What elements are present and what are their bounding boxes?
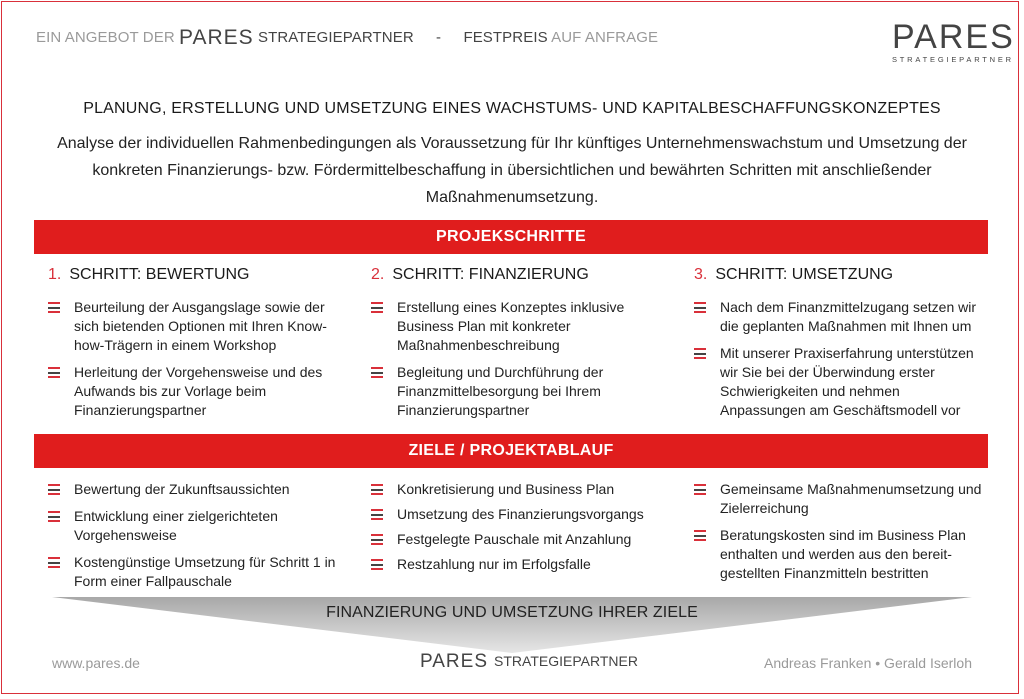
goals-column-3 xyxy=(694,480,984,591)
menu-bullet-icon xyxy=(371,484,383,495)
list-item: Kostengünstige Umsetzung für Schritt 1 in Form einer Fallpauschale xyxy=(48,553,348,591)
step-title-text: SCHRITT: UMSETZUNG xyxy=(715,266,894,283)
menu-bullet-icon xyxy=(371,534,383,545)
step-column-2 xyxy=(371,266,671,428)
offer-prefix: EIN ANGEBOT DER xyxy=(36,29,175,46)
footer-brand-suffix: STRATEGIEPARTNER xyxy=(494,653,638,669)
band-goals: ZIELE / PROJEKTABLAUF xyxy=(34,434,988,468)
intro-text: Analyse der individuellen Rahmenbedingungen als Voraussetzung für Ihr künftiges Unternehmenswachstum und Umsetzung der konkreten Finanzierungs- bzw. Fördermittelbeschaffung in übersichtlichen und bewährten Schritten mit anschließender Maßnahmenumsetzung. xyxy=(57,135,967,206)
list-item: Gemeinsame Maßnahmenumsetzung und Zielerreichung xyxy=(694,480,984,518)
list-item: Festgelegte Pauschale mit Anzahlung xyxy=(371,530,671,549)
step-title xyxy=(694,266,984,284)
offer-separator: - xyxy=(436,29,442,46)
list-item: Erstellung eines Konzeptes inklusive Business Plan mit konkreter Maßnahmenbeschreibung xyxy=(371,298,671,355)
menu-bullet-icon xyxy=(371,509,383,520)
logo-subtitle: STRATEGIEPARTNER xyxy=(892,55,1014,64)
arrow-caption: FINANZIERUNG UND UMSETZUNG IHRER ZIELE xyxy=(326,604,698,621)
offer-brand: PARES xyxy=(179,26,254,49)
menu-bullet-icon xyxy=(371,302,383,313)
list-item: Beratungskosten sind im Business Plan enthalten und werden aus den bereit-gestellten Finanzmitteln bestritten xyxy=(694,526,984,583)
step-title xyxy=(48,266,348,284)
page-headline: PLANUNG, ERSTELLUNG UND UMSETZUNG EINES WACHSTUMS- UND KAPITALBESCHAFFUNGSKONZEPTES xyxy=(83,100,941,117)
step-column-1 xyxy=(48,266,348,428)
list-item: Nach dem Finanzmittelzugang setzen wir die geplanten Maßnahmen mit Ihnen um xyxy=(694,298,984,336)
footer-names: Andreas Franken • Gerald Iserloh xyxy=(763,655,972,671)
footer-brand-word: PARES xyxy=(420,651,489,672)
offer-line xyxy=(36,26,658,50)
step-title-text: SCHRITT: BEWERTUNG xyxy=(69,266,250,283)
goals-column-1 xyxy=(48,480,348,599)
menu-bullet-icon xyxy=(371,559,383,570)
menu-bullet-icon xyxy=(48,557,60,568)
menu-bullet-icon xyxy=(694,348,706,359)
list-item: Konkretisierung und Business Plan xyxy=(371,480,671,499)
menu-bullet-icon xyxy=(48,511,60,522)
menu-bullet-icon xyxy=(371,367,383,378)
step-title xyxy=(371,266,671,284)
website-link[interactable]: www.pares.de xyxy=(52,655,140,671)
menu-bullet-icon xyxy=(48,484,60,495)
menu-bullet-icon xyxy=(694,302,706,313)
list-item: Bewertung der Zukunftsaussichten xyxy=(48,480,348,499)
list-item: Entwicklung einer zielgerichteten Vorgehensweise xyxy=(48,507,348,545)
logo-word: PARES xyxy=(892,18,1015,56)
step-number: 2. xyxy=(371,266,385,283)
list-item: Mit unserer Praxiserfahrung unterstützen wir Sie bei der Überwindung erster Schwierigkeiten und nehmen Anpassungen am Geschäftsmodell vor xyxy=(694,344,984,420)
list-item: Beurteilung der Ausgangslage sowie der sich bietenden Optionen mit Ihren Know-how-Trägern in einem Workshop xyxy=(48,298,348,355)
goals-column-2 xyxy=(371,480,671,580)
step-column-3 xyxy=(694,266,984,428)
offer-brand-suffix: STRATEGIEPARTNER xyxy=(257,29,414,46)
menu-bullet-icon xyxy=(694,530,706,541)
list-item: Begleitung und Durchführung der Finanzmittelbesorgung bei Ihrem Finanzierungspartner xyxy=(371,363,671,420)
step-number: 1. xyxy=(48,266,62,283)
footer-brand xyxy=(420,651,638,673)
menu-bullet-icon xyxy=(48,302,60,313)
band-project-steps: PROJEKSCHRITTE xyxy=(34,220,988,254)
list-item: Restzahlung nur im Erfolgsfalle xyxy=(371,555,671,574)
pares-logo xyxy=(892,18,1015,64)
menu-bullet-icon xyxy=(48,367,60,378)
price-note: AUF ANFRAGE xyxy=(551,29,659,46)
menu-bullet-icon xyxy=(694,484,706,495)
price-label: FESTPREIS xyxy=(463,29,548,46)
list-item: Herleitung der Vorgehensweise und des Aufwands bis zur Vorlage beim Finanzierungspartner xyxy=(48,363,348,420)
step-title-text: SCHRITT: FINANZIERUNG xyxy=(392,266,589,283)
list-item: Umsetzung des Finanzierungsvorgangs xyxy=(371,505,671,524)
step-number: 3. xyxy=(694,266,708,283)
